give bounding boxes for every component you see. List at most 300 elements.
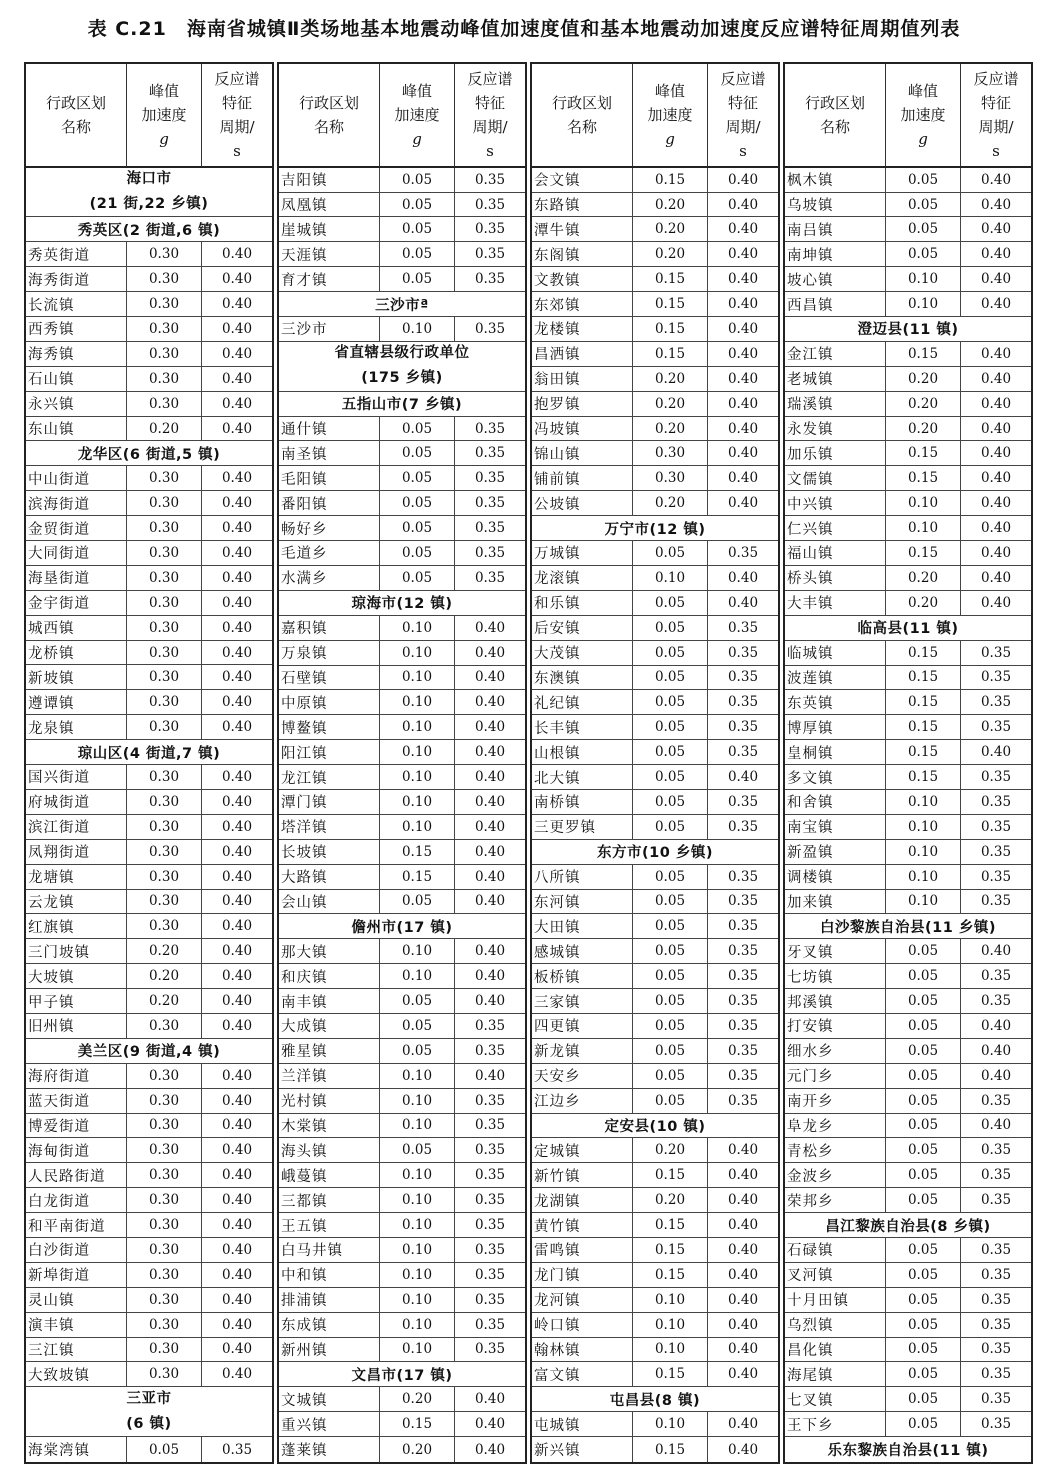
pga-cell: 0.05 <box>633 1014 708 1038</box>
region-name-cell: 阜龙乡 <box>785 1114 886 1138</box>
period-cell: 0.40 <box>221 1366 253 1383</box>
table-row <box>26 790 272 815</box>
pga-cell: 0.30 <box>633 466 708 490</box>
region-name-cell: 锦山镇 <box>532 441 633 465</box>
table-row <box>26 342 272 367</box>
pga-cell: 0.10 <box>380 765 455 789</box>
period-cell: 0.40 <box>221 843 253 860</box>
period-cell: 0.40 <box>221 818 253 835</box>
table-row <box>785 989 1031 1014</box>
pga-cell: 0.10 <box>380 666 455 690</box>
table-row <box>26 989 272 1014</box>
table-row <box>532 466 778 491</box>
table-row <box>532 890 778 915</box>
region-name-cell: 定城镇 <box>532 1138 633 1162</box>
pga-cell: 0.20 <box>633 417 708 441</box>
region-name-cell: 翁田镇 <box>532 367 633 391</box>
group-heading <box>26 1387 272 1437</box>
period-cell: 0.40 <box>221 544 253 561</box>
group-heading-title: 省直辖县级行政单位 <box>334 345 470 362</box>
period-cell: 0.40 <box>221 1017 253 1034</box>
group-heading: 琼山区(4 街道,7 镇) <box>26 740 272 765</box>
region-name-cell: 东河镇 <box>532 890 633 914</box>
pga-cell: 0.10 <box>380 715 455 739</box>
period-cell: 0.40 <box>980 495 1012 512</box>
period-cell: 0.40 <box>221 1266 253 1283</box>
region-name-cell: 加乐镇 <box>785 441 886 465</box>
pga-cell: 0.15 <box>633 1263 708 1287</box>
period-cell: 0.40 <box>727 196 759 213</box>
table-row <box>279 1213 525 1238</box>
period-cell: 0.35 <box>727 1042 759 1059</box>
pga-cell: 0.30 <box>127 765 202 789</box>
period-cell: 0.40 <box>221 1316 253 1333</box>
period-cell: 0.40 <box>727 1192 759 1209</box>
pga-cell: 0.10 <box>380 740 455 764</box>
pga-cell: 0.20 <box>127 939 202 963</box>
region-name-cell: 大田镇 <box>532 914 633 938</box>
period-cell: 0.40 <box>980 420 1012 437</box>
period-cell: 0.35 <box>727 544 759 561</box>
period-cell: 0.40 <box>221 1067 253 1084</box>
region-name-cell: 龙楼镇 <box>532 317 633 341</box>
region-name-cell: 潭门镇 <box>279 790 380 814</box>
table-row <box>26 1313 272 1338</box>
table-row <box>26 815 272 840</box>
table-row <box>279 1238 525 1263</box>
table-row <box>785 815 1031 840</box>
pga-cell: 0.05 <box>886 1114 961 1138</box>
table-row <box>785 1014 1031 1039</box>
table-row <box>785 367 1031 392</box>
period-cell: 0.40 <box>980 470 1012 487</box>
table-row <box>26 242 272 267</box>
region-name-cell: 翰林镇 <box>532 1338 633 1362</box>
region-name-cell: 石壁镇 <box>279 666 380 690</box>
pga-cell: 0.10 <box>886 267 961 291</box>
region-name-cell: 三门坡镇 <box>26 939 127 963</box>
pga-cell: 0.15 <box>380 1412 455 1436</box>
pga-cell: 0.10 <box>886 840 961 864</box>
table-row <box>26 541 272 566</box>
region-name-cell: 东路镇 <box>532 193 633 217</box>
period-cell: 0.35 <box>980 793 1012 810</box>
period-cell: 0.40 <box>980 345 1012 362</box>
table-row <box>26 1263 272 1288</box>
region-name-cell: 大茂镇 <box>532 641 633 665</box>
region-name-cell: 海甸街道 <box>26 1138 127 1162</box>
region-name-cell: 塔洋镇 <box>279 815 380 839</box>
table-row <box>532 989 778 1014</box>
table-header <box>26 64 272 168</box>
period-cell: 0.40 <box>221 619 253 636</box>
pga-cell: 0.10 <box>380 1188 455 1212</box>
period-cell: 0.40 <box>221 520 253 537</box>
period-cell: 0.40 <box>980 370 1012 387</box>
period-cell: 0.40 <box>980 544 1012 561</box>
table-row <box>785 1064 1031 1089</box>
pga-cell: 0.05 <box>886 1138 961 1162</box>
group-heading: 乐东黎族自治县(11 镇) <box>827 1443 989 1460</box>
region-name-cell: 南圣镇 <box>279 441 380 465</box>
period-cell: 0.40 <box>980 520 1012 537</box>
region-name-cell: 乌坡镇 <box>785 193 886 217</box>
pga-cell: 0.15 <box>886 690 961 714</box>
period-cell: 0.40 <box>980 1117 1012 1134</box>
table-row <box>785 392 1031 417</box>
region-name-cell: 冯坡镇 <box>532 417 633 441</box>
region-name-cell: 大丰镇 <box>785 591 886 615</box>
region-name-cell: 白沙街道 <box>26 1238 127 1262</box>
table-row <box>26 1163 272 1188</box>
period-cell: 0.40 <box>221 893 253 910</box>
period-cell: 0.35 <box>221 1441 253 1458</box>
period-cell: 0.35 <box>474 271 506 288</box>
region-name-cell: 南坤镇 <box>785 242 886 266</box>
table-row <box>785 242 1031 267</box>
pga-cell: 0.05 <box>633 690 708 714</box>
pga-cell: 0.30 <box>127 516 202 540</box>
period-cell: 0.40 <box>221 1192 253 1209</box>
pga-cell: 0.30 <box>127 790 202 814</box>
pga-cell: 0.10 <box>633 1338 708 1362</box>
table-row <box>785 491 1031 516</box>
table-row <box>785 666 1031 691</box>
table-row <box>785 1338 1031 1363</box>
region-name-cell: 大路镇 <box>279 865 380 889</box>
region-name-cell: 和庆镇 <box>279 964 380 988</box>
region-name-cell: 龙河镇 <box>532 1288 633 1312</box>
pga-cell: 0.05 <box>886 1338 961 1362</box>
pga-cell: 0.05 <box>380 466 455 490</box>
table-row <box>785 690 1031 715</box>
table-row <box>279 1039 525 1064</box>
period-cell: 0.40 <box>221 793 253 810</box>
region-name-cell: 排浦镇 <box>279 1288 380 1312</box>
period-cell: 0.35 <box>727 818 759 835</box>
table-panel-1 <box>24 62 274 1464</box>
region-name-cell: 博爱街道 <box>26 1114 127 1138</box>
region-name-cell: 中原镇 <box>279 690 380 714</box>
pga-cell: 0.20 <box>886 566 961 590</box>
period-cell: 0.40 <box>980 1042 1012 1059</box>
pga-cell: 0.30 <box>127 890 202 914</box>
period-cell: 0.35 <box>727 744 759 761</box>
region-name-cell: 甲子镇 <box>26 989 127 1013</box>
table-row <box>785 591 1031 616</box>
period-cell: 0.40 <box>474 1441 506 1458</box>
period-cell: 0.40 <box>221 669 253 686</box>
table-row <box>785 1114 1031 1139</box>
period-cell: 0.40 <box>474 694 506 711</box>
region-name-cell: 光村镇 <box>279 1089 380 1113</box>
table-row <box>26 914 272 939</box>
table-row <box>785 441 1031 466</box>
table-row <box>279 491 525 516</box>
table-row <box>532 939 778 964</box>
period-cell: 0.40 <box>221 694 253 711</box>
table-row <box>785 1138 1031 1163</box>
pga-cell: 0.30 <box>127 591 202 615</box>
period-cell: 0.40 <box>221 918 253 935</box>
region-name-cell: 板桥镇 <box>532 964 633 988</box>
table-row <box>785 168 1031 193</box>
table-row <box>532 317 778 342</box>
region-name-cell: 新竹镇 <box>532 1163 633 1187</box>
region-name-cell: 云龙镇 <box>26 890 127 914</box>
pga-cell: 0.15 <box>886 715 961 739</box>
table-row <box>279 890 525 915</box>
region-name-cell: 公坡镇 <box>532 491 633 515</box>
table-row <box>785 1263 1031 1288</box>
table-row <box>279 1387 525 1412</box>
pga-cell: 0.10 <box>886 491 961 515</box>
region-name-cell: 峨蔓镇 <box>279 1163 380 1187</box>
region-name-cell: 昌化镇 <box>785 1338 886 1362</box>
table-row <box>279 466 525 491</box>
region-name-cell: 加来镇 <box>785 890 886 914</box>
pga-cell: 0.15 <box>633 1163 708 1187</box>
pga-cell: 0.15 <box>633 342 708 366</box>
group-heading: 东方市(10 乡镇) <box>532 840 778 865</box>
region-name-cell: 毛道乡 <box>279 541 380 565</box>
region-name-cell: 滨江街道 <box>26 815 127 839</box>
table-row <box>532 1263 778 1288</box>
period-cell: 0.40 <box>221 968 253 985</box>
pga-cell: 0.20 <box>380 1387 455 1411</box>
region-name-cell: 金波乡 <box>785 1163 886 1187</box>
period-cell: 0.40 <box>727 1266 759 1283</box>
table-row <box>532 1313 778 1338</box>
pga-cell: 0.05 <box>886 1412 961 1436</box>
table-row <box>785 217 1031 242</box>
period-cell: 0.40 <box>727 1142 759 1159</box>
period-cell: 0.35 <box>980 1142 1012 1159</box>
table-row <box>532 740 778 765</box>
region-name-cell: 八所镇 <box>532 865 633 889</box>
group-heading: 秀英区(2 街道,6 镇) <box>26 217 272 242</box>
pga-cell: 0.15 <box>886 342 961 366</box>
table-row <box>279 541 525 566</box>
region-name-cell: 永发镇 <box>785 417 886 441</box>
pga-cell: 0.30 <box>127 1014 202 1038</box>
pga-cell: 0.05 <box>380 441 455 465</box>
pga-cell: 0.05 <box>633 890 708 914</box>
region-name-cell: 通什镇 <box>279 417 380 441</box>
period-cell: 0.40 <box>221 719 253 736</box>
table-row <box>532 765 778 790</box>
table-row <box>26 392 272 417</box>
table-caption: 表 C.21 海南省城镇Ⅱ类场地基本地震动峰值加速度值和基本地震动加速度反应谱特征周期值列表 <box>87 18 961 40</box>
group-heading: 龙华区(6 街道,5 镇) <box>26 441 272 466</box>
table-row <box>785 466 1031 491</box>
table-row <box>279 1014 525 1039</box>
table-panel-4 <box>783 62 1033 1464</box>
period-cell: 0.40 <box>980 594 1012 611</box>
region-name-cell: 抱罗镇 <box>532 392 633 416</box>
period-cell: 0.40 <box>727 1416 759 1433</box>
table-row <box>532 815 778 840</box>
table-body <box>532 168 778 1462</box>
region-name-cell: 岭口镇 <box>532 1313 633 1337</box>
region-name-cell: 秀英街道 <box>26 242 127 266</box>
period-cell: 0.40 <box>727 1241 759 1258</box>
header-period: 反应谱 特征 周期/ s <box>973 69 1019 160</box>
region-name-cell: 蓝天街道 <box>26 1089 127 1113</box>
pga-cell: 0.10 <box>886 865 961 889</box>
region-name-cell: 乌烈镇 <box>785 1313 886 1337</box>
period-cell: 0.40 <box>474 644 506 661</box>
period-cell: 0.40 <box>474 818 506 835</box>
period-cell: 0.35 <box>474 520 506 537</box>
pga-cell: 0.05 <box>886 1387 961 1411</box>
period-cell: 0.35 <box>980 893 1012 910</box>
group-heading: 昌江黎族自治县(8 乡镇) <box>785 1213 1031 1238</box>
region-name-cell: 四更镇 <box>532 1014 633 1038</box>
pga-cell: 0.30 <box>127 1313 202 1337</box>
group-heading: 美兰区(9 街道,4 镇) <box>26 1039 272 1064</box>
period-cell: 0.40 <box>474 719 506 736</box>
region-name-cell: 东成镇 <box>279 1313 380 1337</box>
period-cell: 0.40 <box>727 495 759 512</box>
group-heading-subtitle: (6 镇) <box>126 1415 172 1432</box>
region-name-cell: 中山街道 <box>26 466 127 490</box>
region-name-cell: 七叉镇 <box>785 1387 886 1411</box>
region-name-cell: 博鳌镇 <box>279 715 380 739</box>
pga-cell: 0.10 <box>886 815 961 839</box>
pga-cell: 0.20 <box>633 1138 708 1162</box>
region-name-cell: 雅星镇 <box>279 1039 380 1063</box>
period-cell: 0.40 <box>980 171 1012 188</box>
pga-cell: 0.30 <box>127 815 202 839</box>
region-name-cell: 育才镇 <box>279 267 380 291</box>
period-cell: 0.40 <box>727 370 759 387</box>
period-cell: 0.40 <box>980 246 1012 263</box>
period-cell: 0.40 <box>221 993 253 1009</box>
pga-cell: 0.10 <box>380 1064 455 1088</box>
period-cell: 0.35 <box>474 1266 506 1283</box>
pga-cell: 0.05 <box>633 939 708 963</box>
period-cell: 0.35 <box>474 1117 506 1134</box>
table-row <box>532 790 778 815</box>
pga-cell: 0.30 <box>127 1362 202 1386</box>
table-row <box>532 193 778 218</box>
table-row <box>26 865 272 890</box>
table-row <box>532 616 778 641</box>
pga-cell: 0.10 <box>380 641 455 665</box>
table-row <box>279 1114 525 1139</box>
period-cell: 0.40 <box>474 769 506 785</box>
period-cell: 0.35 <box>980 1416 1012 1433</box>
table-body <box>26 168 272 1462</box>
region-name-cell: 富文镇 <box>532 1362 633 1386</box>
table-row <box>26 665 272 690</box>
pga-cell: 0.05 <box>380 193 455 217</box>
table-row <box>26 267 272 292</box>
region-name-cell: 府城街道 <box>26 790 127 814</box>
pga-cell: 0.05 <box>886 1089 961 1113</box>
table-row <box>785 790 1031 815</box>
period-cell: 0.35 <box>980 1291 1012 1308</box>
table-row <box>785 1238 1031 1263</box>
pga-cell: 0.10 <box>633 1288 708 1312</box>
pga-cell: 0.30 <box>127 840 202 864</box>
period-cell: 0.35 <box>727 968 759 985</box>
table-row <box>532 1338 778 1363</box>
pga-cell: 0.15 <box>886 765 961 789</box>
period-cell: 0.40 <box>474 744 506 761</box>
table-row <box>532 292 778 317</box>
table-row <box>532 441 778 466</box>
region-name-cell: 邦溪镇 <box>785 989 886 1013</box>
period-cell: 0.40 <box>221 569 253 586</box>
pga-cell: 0.15 <box>633 317 708 341</box>
period-cell: 0.35 <box>727 918 759 935</box>
group-heading-subtitle: (21 街,22 乡镇) <box>89 196 209 213</box>
region-name-cell: 天涯镇 <box>279 242 380 266</box>
period-cell: 0.40 <box>727 769 759 785</box>
region-name-cell: 滨海街道 <box>26 491 127 515</box>
region-name-cell: 新坡镇 <box>26 665 127 689</box>
pga-cell: 0.10 <box>380 1263 455 1287</box>
region-name-cell: 三更罗镇 <box>532 815 633 839</box>
pga-cell: 0.30 <box>127 690 202 714</box>
pga-cell: 0.05 <box>380 1039 455 1063</box>
period-cell: 0.35 <box>474 1217 506 1234</box>
table-row <box>532 541 778 566</box>
period-cell: 0.35 <box>727 1067 759 1084</box>
pga-cell: 0.10 <box>633 1313 708 1337</box>
period-cell: 0.35 <box>474 445 506 462</box>
pga-cell: 0.05 <box>633 790 708 814</box>
table-body <box>785 168 1031 1462</box>
period-cell: 0.35 <box>474 1167 506 1184</box>
region-name-cell: 海垦街道 <box>26 566 127 590</box>
table-row <box>279 765 525 790</box>
table-row <box>279 641 525 666</box>
region-name-cell: 天安乡 <box>532 1064 633 1088</box>
pga-cell: 0.05 <box>633 541 708 565</box>
period-cell: 0.40 <box>221 1217 253 1234</box>
region-name-cell: 细水乡 <box>785 1039 886 1063</box>
table-row <box>279 1163 525 1188</box>
table-row <box>26 1437 272 1462</box>
period-cell: 0.40 <box>221 1291 253 1308</box>
region-name-cell: 南丰镇 <box>279 989 380 1013</box>
table-row <box>26 491 272 516</box>
period-cell: 0.35 <box>727 644 759 661</box>
period-cell: 0.40 <box>980 395 1012 412</box>
region-name-cell: 文儒镇 <box>785 466 886 490</box>
pga-cell: 0.30 <box>127 1138 202 1162</box>
period-cell: 0.40 <box>221 495 253 512</box>
table-row <box>785 566 1031 591</box>
region-name-cell: 蓬莱镇 <box>279 1437 380 1462</box>
table-row <box>785 1039 1031 1064</box>
region-name-cell: 番阳镇 <box>279 491 380 515</box>
pga-cell: 0.10 <box>380 939 455 963</box>
pga-cell: 0.05 <box>886 1064 961 1088</box>
region-name-cell: 王下乡 <box>785 1412 886 1436</box>
table-row <box>26 591 272 616</box>
region-name-cell: 铺前镇 <box>532 466 633 490</box>
pga-cell: 0.05 <box>380 417 455 441</box>
pga-cell: 0.15 <box>886 666 961 690</box>
header-name: 行政区划 名称 <box>785 64 886 166</box>
period-cell: 0.40 <box>221 1167 253 1184</box>
table-row <box>279 1263 525 1288</box>
table-row <box>785 740 1031 765</box>
